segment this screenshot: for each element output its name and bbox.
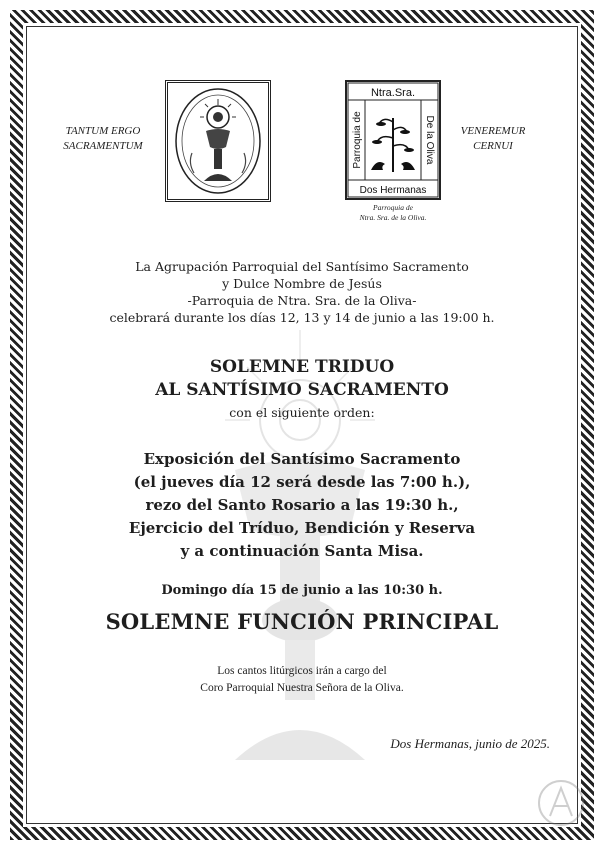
event-title — [40, 356, 564, 402]
program-line: Ejercicio del Tríduo, Bendición y Reserva — [128, 519, 476, 537]
order-line: con el siguiente orden: — [229, 405, 375, 420]
motto-left — [48, 124, 158, 154]
intro-paragraph — [40, 258, 564, 326]
logo-caption-line: Ntra. Sra. de la Oliva. — [359, 213, 427, 222]
title-line: SOLEMNE TRIDUO — [209, 357, 395, 377]
logo-caption-line: Parroquia de — [373, 203, 413, 212]
parish-logo — [345, 80, 441, 200]
logo-text-top: Ntra.Sra. — [370, 87, 416, 99]
program-line: rezo del Santo Rosario a las 19:30 h., — [145, 496, 459, 514]
title-line: AL SANTÍSIMO SACRAMENTO — [155, 380, 449, 400]
motto-left-line: SACRAMENTUM — [63, 140, 143, 152]
intro-line: -Parroquia de Ntra. Sra. de la Oliva- — [187, 293, 417, 308]
choir-note — [40, 663, 564, 697]
intro-line: La Agrupación Parroquial del Santísimo Sacramento — [135, 259, 469, 274]
date-line: Dos Hermanas, junio de 2025. — [390, 736, 550, 751]
principal-title: SOLEMNE FUNCIÓN PRINCIPAL — [105, 609, 499, 634]
motto-right-line: VENEREMUR — [460, 125, 526, 137]
intro-line: celebrará durante los días 12, 13 y 14 de junio a las 19:00 h. — [109, 310, 495, 325]
motto-left-line: TANTUM ERGO — [65, 125, 141, 137]
sacrament-emblem — [165, 80, 271, 202]
parish-logo-graphic — [347, 82, 439, 198]
program-line: (el jueves día 12 será desde las 7:00 h.), — [133, 473, 471, 491]
choir-line: Los cantos litúrgicos irán a cargo del — [217, 665, 387, 677]
sunday-line: Domingo día 15 de junio a las 10:30 h. — [161, 583, 443, 598]
logo-text-right: De la Oliva — [424, 115, 435, 165]
corner-watermark-icon — [536, 778, 586, 828]
intro-line: y Dulce Nombre de Jesús — [222, 276, 382, 291]
monstrance-icon — [168, 83, 268, 199]
logo-text-left: Parroquia de — [352, 111, 363, 169]
program — [40, 448, 564, 563]
choir-line: Coro Parroquial Nuestra Señora de la Oliva. — [200, 682, 404, 694]
program-line: y a continuación Santa Misa. — [180, 542, 424, 560]
logo-text-bottom: Dos Hermanas — [359, 185, 427, 196]
motto-right-line: CERNUI — [473, 140, 513, 152]
logo-caption — [330, 203, 456, 223]
program-line: Exposición del Santísimo Sacramento — [143, 450, 461, 468]
motto-right — [438, 124, 548, 154]
